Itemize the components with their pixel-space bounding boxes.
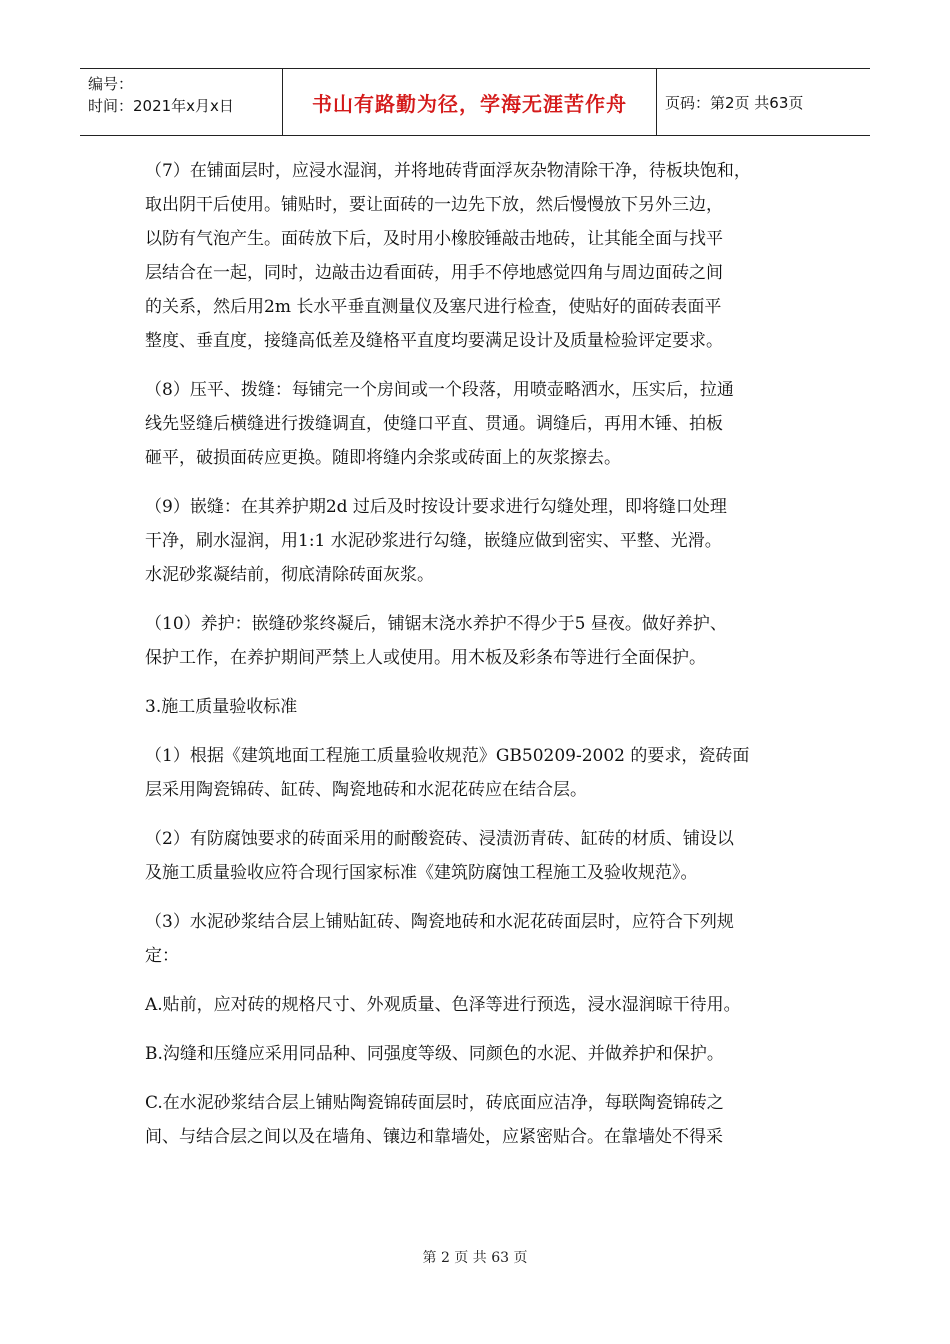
paragraph-standard-1: （1）根据《建筑地面工程施工质量验收规范》GB50209-2002 的要求，瓷砖面 层采用陶瓷锦砖、缸砖、陶瓷地砖和水泥花砖应在结合层。 xyxy=(145,746,750,800)
paragraph-item-a: A.贴前，应对砖的规格尺寸、外观质量、色泽等进行预选，浸水湿润晾干待用。 xyxy=(145,995,741,1015)
paragraph-standard-3: （3）水泥砂浆结合层上铺贴缸砖、陶瓷地砖和水泥花砖面层时，应符合下列规 定： xyxy=(145,912,734,966)
paragraph-step-8: （8）压平、拨缝：每铺完一个房间或一个段落，用喷壶略洒水，压实后，拉通 线先竖缝后横缝进行拨缝调直，使缝口平直、贯通。调缝后，再用木锤、拍板 砸平，破损面砖应更换。随即将缝内余浆或砖面上的灰浆擦去。 xyxy=(145,380,734,468)
header-page-info: 页码：第2页 共63页 xyxy=(665,93,804,112)
document-date: 时间：2021年x月x日 xyxy=(88,97,234,115)
page-footer: 第 2 页 共 63 页 xyxy=(422,1250,528,1266)
paragraph-step-9: （9）嵌缝：在其养护期2d 过后及时按设计要求进行勾缝处理，即将缝口处理 干净，刷水湿润，用1:1 水泥砂浆进行勾缝，嵌缝应做到密实、平整、光滑。 水泥砂浆凝结前，彻底清除砖面灰浆。 xyxy=(145,497,727,585)
paragraph-item-c: C.在水泥砂浆结合层上铺贴陶瓷锦砖面层时，砖底面应洁净，每联陶瓷锦砖之 间、与结合层之间以及在墙角、镶边和靠墙处，应紧密贴合。在靠墙处不得采 xyxy=(145,1093,724,1147)
header-motto: 书山有路勤为径，学海无涯苦作舟 xyxy=(283,69,657,135)
paragraph-standard-2: （2）有防腐蚀要求的砖面采用的耐酸瓷砖、浸渍沥青砖、缸砖的材质、铺设以 及施工质量验收应符合现行国家标准《建筑防腐蚀工程施工及验收规范》。 xyxy=(145,829,734,883)
section-heading-acceptance: 3.施工质量验收标准 xyxy=(145,697,298,717)
paragraph-step-10: （10）养护：嵌缝砂浆终凝后，铺锯末浇水养护不得少于5 昼夜。做好养护、 保护工作，在养护期间严禁上人或使用。用木板及彩条布等进行全面保护。 xyxy=(145,614,727,668)
paragraph-step-7: （7）在铺面层时，应浸水湿润，并将地砖背面浮灰杂物清除干净，待板块饱和， 取出阴干后使用。铺贴时，要让面砖的一边先下放，然后慢慢放下另外三边， 以防有气泡产生。面砖放下后，及时用小橡胶锤敲击地砖，让其能全面与找平 层结合在一起，同时，边敲击边看面砖，用手不停地感觉四角与周边面砖之间 的关系，然后用2m 长水平垂直测量仪及塞尺进行检查，使贴好的面砖表面平 整度、垂直度，接缝高低差及缝格平直度均要满足设计及质量检验评定要求。 xyxy=(145,161,751,351)
document-number-label: 编号： xyxy=(88,75,134,93)
page-header xyxy=(80,68,870,136)
header-meta xyxy=(80,69,283,135)
paragraph-item-b: B.沟缝和压缝应采用同品种、同强度等级、同颜色的水泥、并做养护和保护。 xyxy=(145,1044,724,1064)
document-body xyxy=(145,154,825,1169)
